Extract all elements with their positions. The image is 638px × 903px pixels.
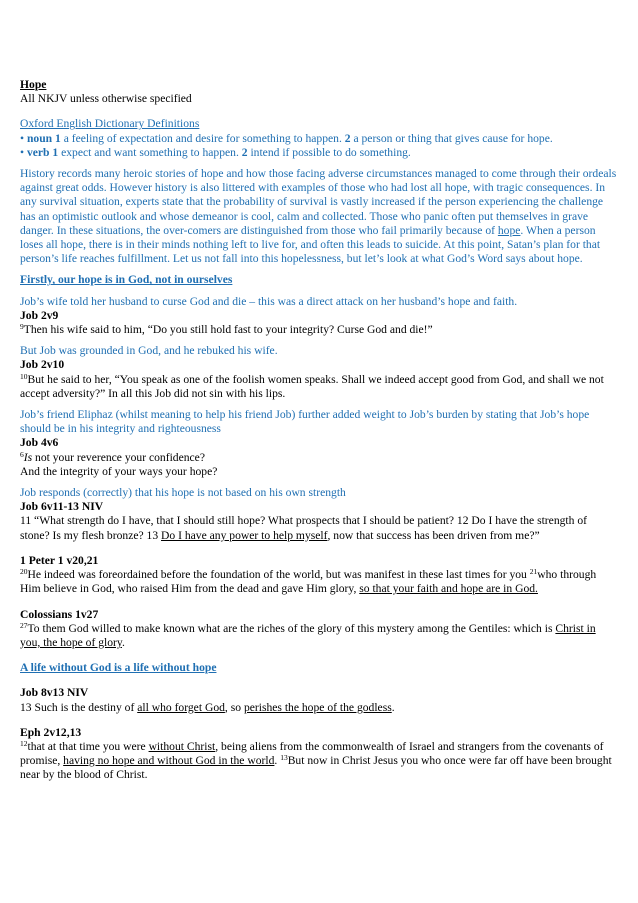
history-paragraph: History records many heroic stories of hope and how those facing adverse circumstances managed to come through their ordeals against great odds. However history is also littered with examples of those who had lost all hope, with tragic consequences. In any survival situation, experts state that the probability of survival is vastly increased if the person experiencing the challenge has an optimistic outlook and whose demeanor is cool, calm and collected. Those who panic often put themselves in grave danger. In these situations, the over-comers are distinguished from those who fail primarily because of hope. When a person loses all hope, there is in their minds nothing left to live for, and often this leads to suicide. At this point, Satan’s plan for that person’s life reaches fulfillment. Let us not fall into this hopelessness, but let’s look at what God’s Word says about hope. (20, 167, 617, 266)
scripture-ref-eph: Eph 2v12,13 (20, 725, 82, 739)
verse-job-2v10: $^{10}$But he said to her, “You speak as one of the foolish women speaks. Shall we indeed accept good from God, and shall we not accept adversity?” In all this Job did not sin with his lips. (20, 371, 604, 400)
scripture-ref-1peter: 1 Peter 1 v20,21 (20, 553, 99, 567)
section1-intro-4: Job responds (correctly) that his hope is not based on his own strength (20, 486, 346, 500)
oxford-noun-definition: • noun 1 a feeling of expectation and desire for something to happen. 2 a person or thing that gives cause for hope. (20, 131, 553, 145)
section1-heading: Firstly, our hope is in God, not in ourselves (20, 273, 233, 287)
verse-job-6v11: 11 “What strength do I have, that I should still hope? What prospects that I should be patient? 12 Do I have the strength of stone? Is my flesh bronze? 13 Do I have any power to help myself, now that success has been driven from me?” (20, 514, 587, 542)
verse-eph: $^{12}$that at that time you were without Christ, being aliens from the commonwealth of Israel and strangers from the covenants of promise, having no hope and without God in the world. $^{13}$But now in Christ Jesus you who once were far off have been brought near by the blood of Christ. (20, 738, 612, 782)
section2-heading: A life without God is a life without hope (20, 661, 217, 675)
scripture-ref-job-4v6: Job 4v6 (20, 436, 59, 450)
scripture-ref-job-2v9: Job 2v9 (20, 308, 59, 322)
section1-intro-1: Job’s wife told her husband to curse God and die – this was a direct attack on her husband’s hope and faith. (20, 294, 518, 308)
scripture-ref-job-6v11: Job 6v11-13 NIV (20, 500, 104, 514)
section1-intro-3: Job’s friend Eliphaz (whilst meaning to help his friend Job) further added weight to Job’s burden by stating that Job’s hope should be in his integrity and righteousness (20, 408, 590, 436)
verse-job-8v13: 13 Such is the destiny of all who forget God, so perishes the hope of the godless. (20, 700, 395, 714)
scripture-ref-job-8v13: Job 8v13 NIV (20, 686, 89, 700)
scripture-ref-job-2v10: Job 2v10 (20, 358, 65, 372)
page-title: Hope (20, 78, 47, 91)
oxford-verb-definition: • verb 1 expect and want something to happen. 2 intend if possible to do something. (20, 145, 411, 159)
verse-1peter: $^{20}$He indeed was foreordained before the foundation of the world, but was manifest in these last times for you $^{21}$who through Him believe in God, who raised Him from the dead and gave Him glory, so that your faith and hope are in God. (20, 567, 597, 596)
hope-link[interactable]: hope (497, 223, 521, 237)
document-page (20, 78, 618, 783)
verse-colossians: $^{27}$To them God willed to make known what are the riches of the glory of this mystery among the Gentiles: which is Christ in you, the hope of glory. (20, 620, 596, 649)
verse-job-4v6-line1: $^6$Is not your reverence your confidence? (20, 449, 205, 464)
scripture-ref-colossians: Colossians 1v27 (20, 607, 99, 621)
verse-job-4v6-line2: And the integrity of your ways your hope? (20, 464, 218, 478)
oxford-heading: Oxford English Dictionary Definitions (20, 117, 200, 131)
page-subtitle: All NKJV unless otherwise specified (20, 92, 192, 106)
verse-job-2v9: $^9$Then his wife said to him, “Do you still hold fast to your integrity? Curse God and die!” (20, 322, 433, 337)
section1-intro-2: But Job was grounded in God, and he rebuked his wife. (20, 344, 278, 358)
